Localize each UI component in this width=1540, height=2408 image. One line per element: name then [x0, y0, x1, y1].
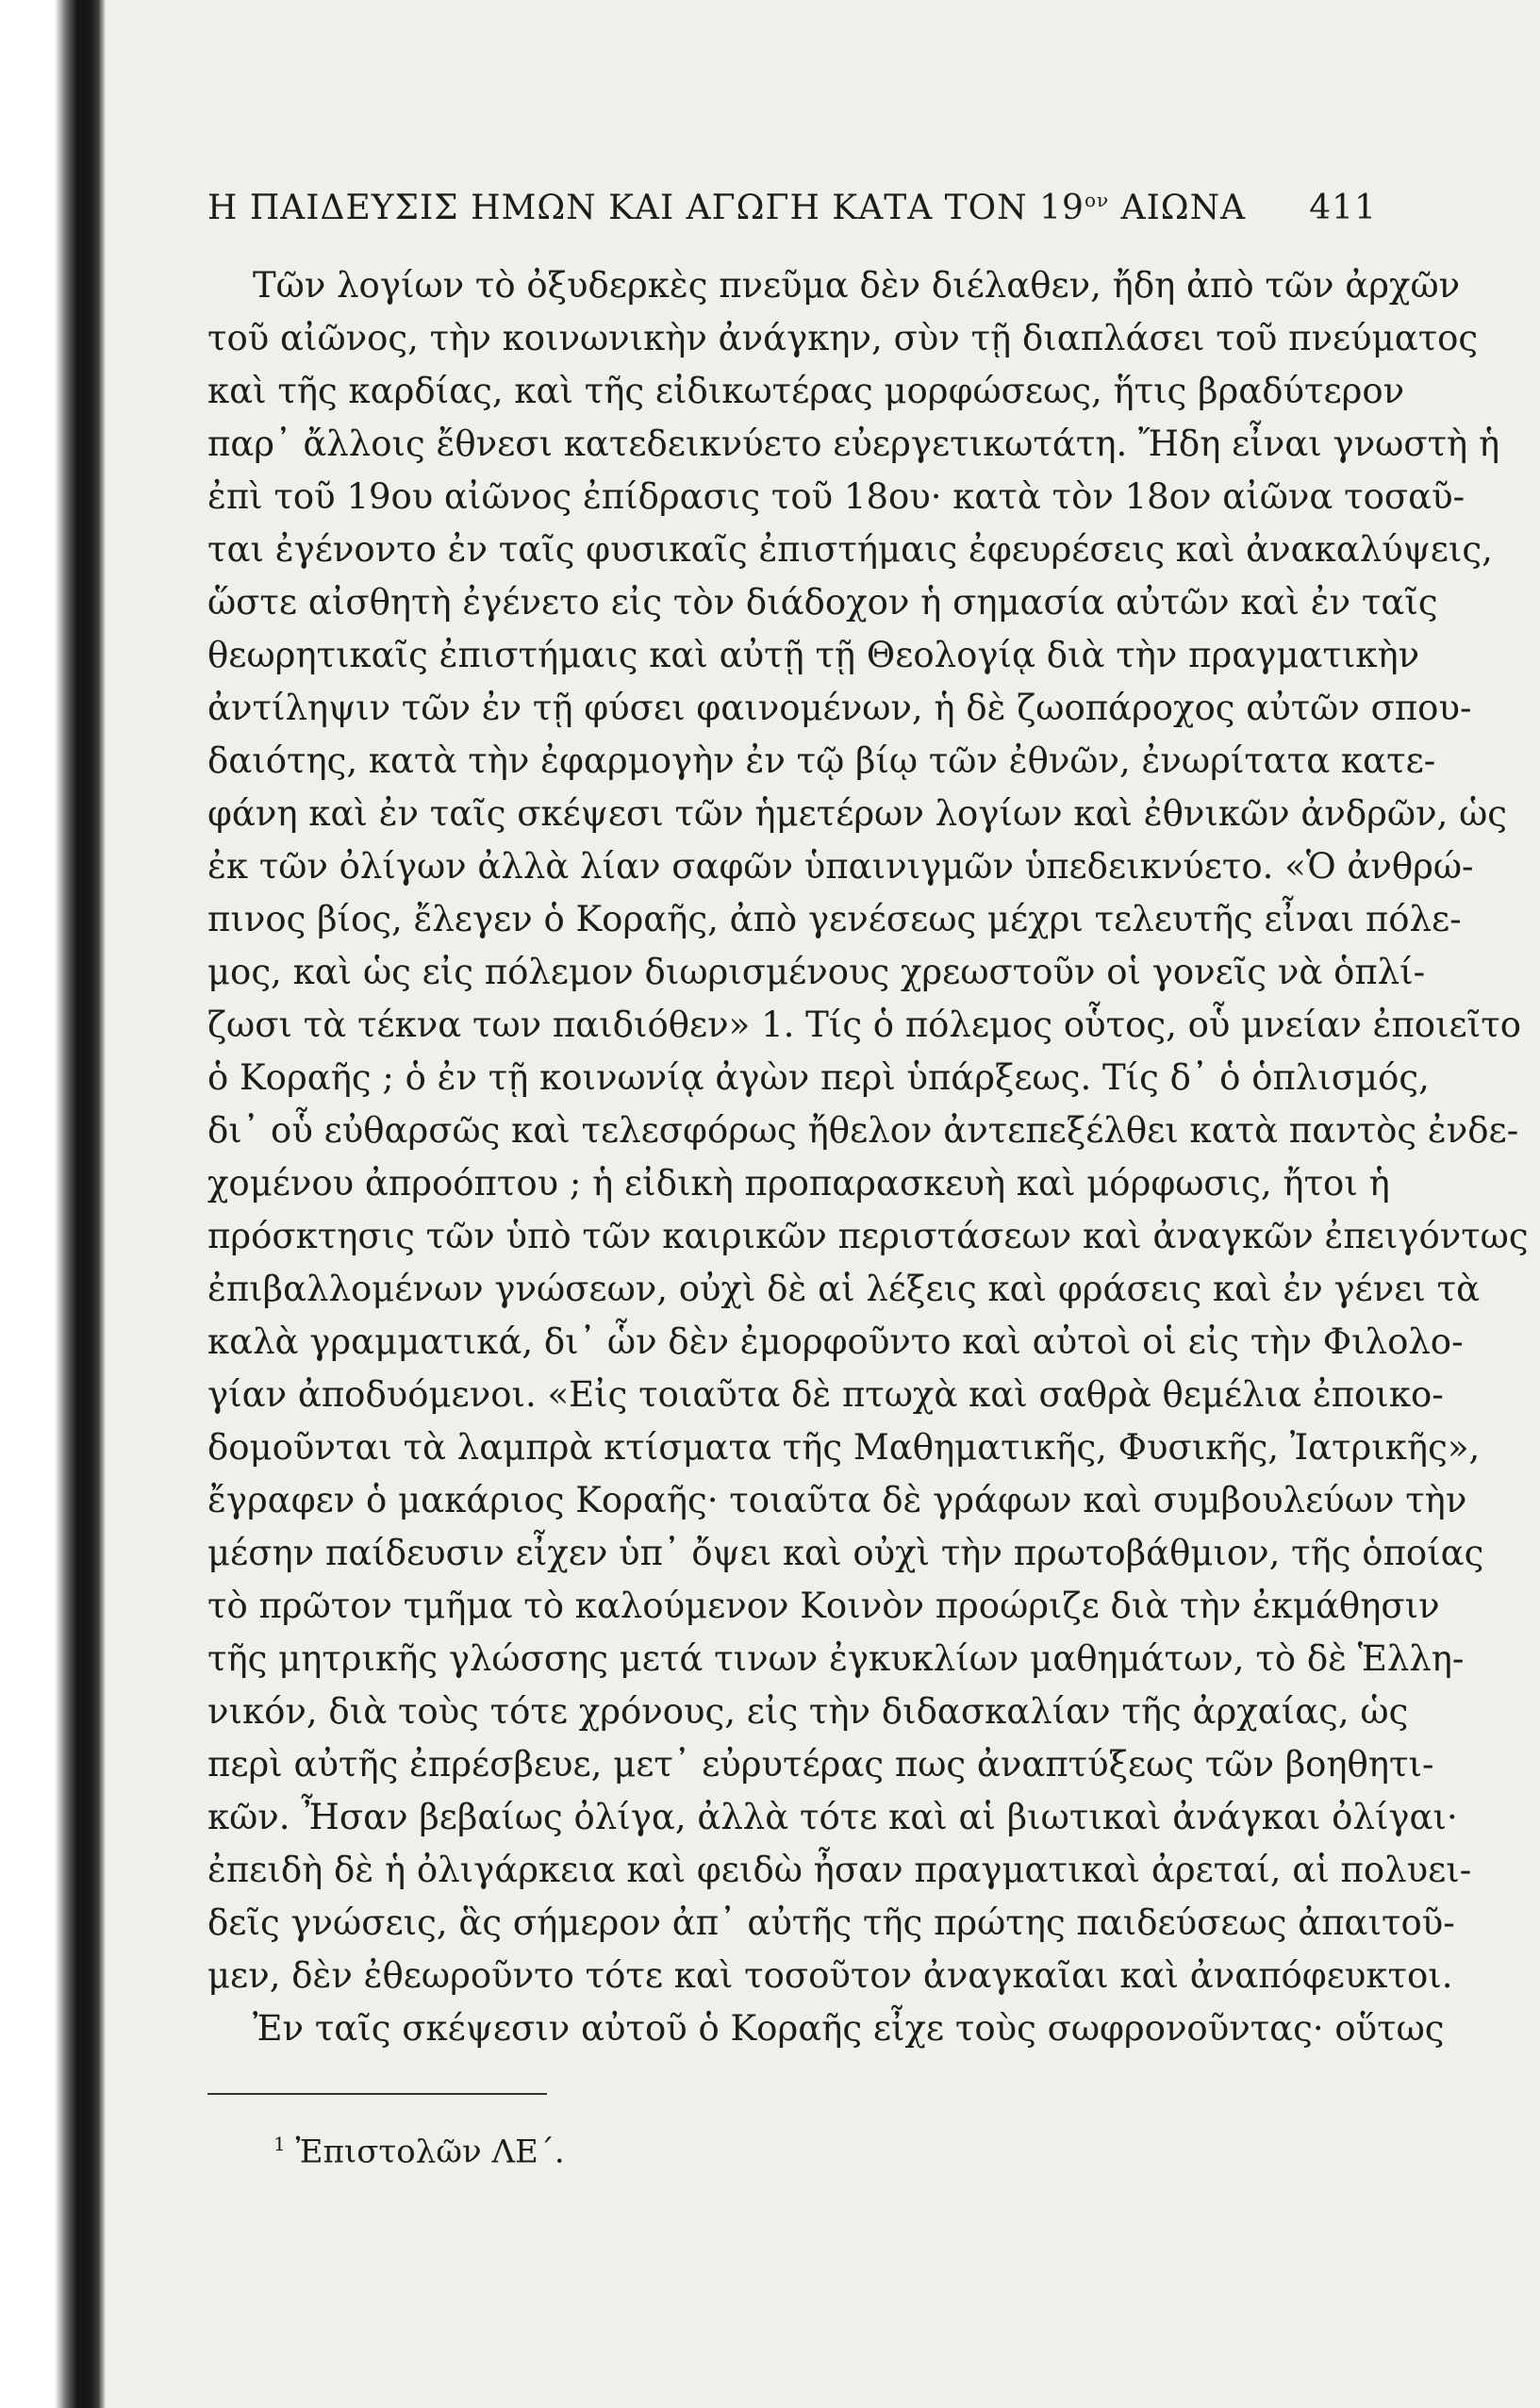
- text-line: ὁ Κοραῆς ; ὁ ἐν τῇ κοινωνίᾳ ἀγὼν περὶ ὑπάρξεως. Τίς δ᾽ ὁ ὁπλισμός,: [207, 1057, 1430, 1098]
- footnote: [207, 2133, 1377, 2170]
- text-line: τὸ πρῶτον τμῆμα τὸ καλούμενον Κοινὸν προώριζε διὰ τὴν ἐκμάθησιν: [207, 1586, 1440, 1626]
- text-line: χομένου ἀπροόπτου ; ἡ εἰδικὴ προπαρασκευὴ καὶ μόρφωσις, ἤτοι ἡ: [207, 1163, 1390, 1204]
- text-line: μέσην παίδευσιν εἶχεν ὑπ᾽ ὄψει καὶ οὐχὶ τὴν πρωτοβάθμιον, τῆς ὁποίας: [207, 1533, 1484, 1573]
- footnote-marker: 1: [273, 2133, 286, 2155]
- footnote-text: Ἐπιστολῶν ΛΕ΄.: [295, 2133, 565, 2171]
- text-line: φάνη καὶ ἐν ταῖς σκέψεσι τῶν ἡμετέρων λογίων καὶ ἐθνικῶν ἀνδρῶν, ὡς: [207, 793, 1508, 834]
- text-line: ἔγραφεν ὁ μακάριος Κοραῆς· τοιαῦτα δὲ γράφων καὶ συμβουλεύων τὴν: [207, 1480, 1467, 1520]
- text-line: τῆς μητρικῆς γλώσσης μετά τινων ἐγκυκλίων μαθημάτων, τὸ δὲ Ἑλλη-: [207, 1638, 1465, 1679]
- body-text: [207, 259, 1529, 2055]
- text-line: καλὰ γραμματικά, δι᾽ ὧν δὲν ἐμορφοῦντο καὶ αὐτοὶ οἱ εἰς τὴν Φιλολο-: [207, 1321, 1464, 1362]
- text-line: νικόν, διὰ τοὺς τότε χρόνους, εἰς τὴν διδασκαλίαν τῆς ἀρχαίας, ὡς: [207, 1691, 1409, 1732]
- text-line: καὶ τῆς καρδίας, καὶ τῆς εἰδικωτέρας μορφώσεως, ἥτις βραδύτερον: [207, 371, 1405, 411]
- text-line: δεῖς γνώσεις, ἃς σήμερον ἀπ᾽ αὐτῆς τῆς πρώτης παιδεύσεως ἀπαιτοῦ-: [207, 1902, 1455, 1943]
- text-line: ἐπειδὴ δὲ ἡ ὀλιγάρκεια καὶ φειδὼ ἦσαν πραγματικαὶ ἀρεταί, αἱ πολυει-: [207, 1850, 1472, 1890]
- text-line: ἐπὶ τοῦ 19ου αἰῶνος ἐπίδρασις τοῦ 18ου· κατὰ τὸν 18ον αἰῶνα τοσαῦ-: [207, 476, 1465, 517]
- text-line: Τῶν λογίων τὸ ὀξυδερκὲς πνεῦμα δὲν διέλαθεν, ἤδη ἀπὸ τῶν ἀρχῶν: [253, 265, 1461, 306]
- text-line: δι᾽ οὗ εὐθαρσῶς καὶ τελεσφόρως ἤθελον ἀντεπεξέλθει κατὰ παντὸς ἐνδε-: [207, 1110, 1519, 1151]
- text-line: δομοῦνται τὰ λαμπρὰ κτίσματα τῆς Μαθηματικῆς, Φυσικῆς, Ἰατρικῆς»,: [207, 1427, 1481, 1468]
- text-line: γίαν ἀποδυόμενοι. «Εἰς τοιαῦτα δὲ πτωχὰ καὶ σαθρὰ θεμέλια ἐποικο-: [207, 1374, 1444, 1415]
- text-line: ἐπιβαλλομένων γνώσεων, οὐχὶ δὲ αἱ λέξεις καὶ φράσεις καὶ ἐν γένει τὰ: [207, 1269, 1481, 1309]
- text-line: ἀντίληψιν τῶν ἐν τῇ φύσει φαινομένων, ἡ δὲ ζωοπάροχος αὐτῶν σπου-: [207, 688, 1472, 728]
- text-line: ὥστε αἰσθητὴ ἐγένετο εἰς τὸν διάδοχον ἡ σημασία αὐτῶν καὶ ἐν ταῖς: [207, 582, 1438, 623]
- page: [207, 189, 1529, 2171]
- footnote-divider: [207, 2093, 547, 2095]
- running-head-title-text: Η ΠΑΙΔΕΥΣΙΣ ΗΜΩΝ ΚΑΙ ΑΓΩΓΗ ΚΑΤΑ ΤΟΝ 19: [207, 189, 1085, 227]
- text-line: τοῦ αἰῶνος, τὴν κοινωνικὴν ἀνάγκην, σὺν τῇ διαπλάσει τοῦ πνεύματος: [207, 318, 1479, 358]
- text-line: πινος βίος, ἔλεγεν ὁ Κοραῆς, ἀπὸ γενέσεως μέχρι τελευτῆς εἶναι πόλε-: [207, 899, 1462, 939]
- text-line: κῶν. Ἦσαν βεβαίως ὀλίγα, ἀλλὰ τότε καὶ αἱ βιωτικαὶ ἀνάγκαι ὀλίγαι·: [207, 1797, 1458, 1837]
- text-line: μος, καὶ ὡς εἰς πόλεμον διωρισμένους χρεωστοῦν οἱ γονεῖς νὰ ὁπλί-: [207, 952, 1426, 992]
- text-line: περὶ αὐτῆς ἐπρέσβευε, μετ᾽ εὐρυτέρας πως ἀναπτύξεως τῶν βοηθητι-: [207, 1744, 1434, 1785]
- page-number: 411: [1309, 189, 1377, 227]
- text-line: ται ἐγένοντο ἐν ταῖς φυσικαῖς ἐπιστήμαις ἐφευρέσεις καὶ ἀνακαλύψεις,: [207, 529, 1493, 570]
- text-line: θεωρητικαῖς ἐπιστήμαις καὶ αὐτῇ τῇ Θεολογίᾳ διὰ τὴν πραγματικὴν: [207, 635, 1420, 675]
- text-line: πρόσκτησις τῶν ὑπὸ τῶν καιρικῶν περιστάσεων καὶ ἀναγκῶν ἐπειγόντως: [207, 1216, 1529, 1256]
- book-gutter-shadow: [0, 0, 106, 2408]
- text-line: Ἐν ταῖς σκέψεσιν αὐτοῦ ὁ Κοραῆς εἶχε τοὺς σωφρονοῦντας· οὕτως: [253, 2008, 1445, 2049]
- text-line: ζωσι τὰ τέκνα των παιδιόθεν» 1. Τίς ὁ πόλεμος οὗτος, οὗ μνείαν ἐποιεῖτο: [207, 1005, 1521, 1045]
- text-line: δαιότης, κατὰ τὴν ἐφαρμογὴν ἐν τῷ βίῳ τῶν ἐθνῶν, ἐνωρίτατα κατε-: [207, 740, 1436, 781]
- running-head-title: [207, 189, 1246, 227]
- text-line: μεν, δὲν ἐθεωροῦντο τότε καὶ τοσοῦτον ἀναγκαῖαι καὶ ἀναπόφευκτοι.: [207, 1955, 1453, 1996]
- text-line: ἐκ τῶν ὀλίγων ἀλλὰ λίαν σαφῶν ὑπαινιγμῶν ὑπεδεικνύετο. «Ὁ ἀνθρώ-: [207, 846, 1474, 887]
- text-line: παρ᾽ ἄλλοις ἔθνεσι κατεδεικνύετο εὐεργετικωτάτη. Ἤδη εἶναι γνωστὴ ἡ: [207, 423, 1500, 464]
- running-head: [207, 189, 1377, 227]
- running-head-title-sup: ον: [1084, 189, 1110, 211]
- running-head-title-end: ΑΙΩΝΑ: [1109, 189, 1247, 227]
